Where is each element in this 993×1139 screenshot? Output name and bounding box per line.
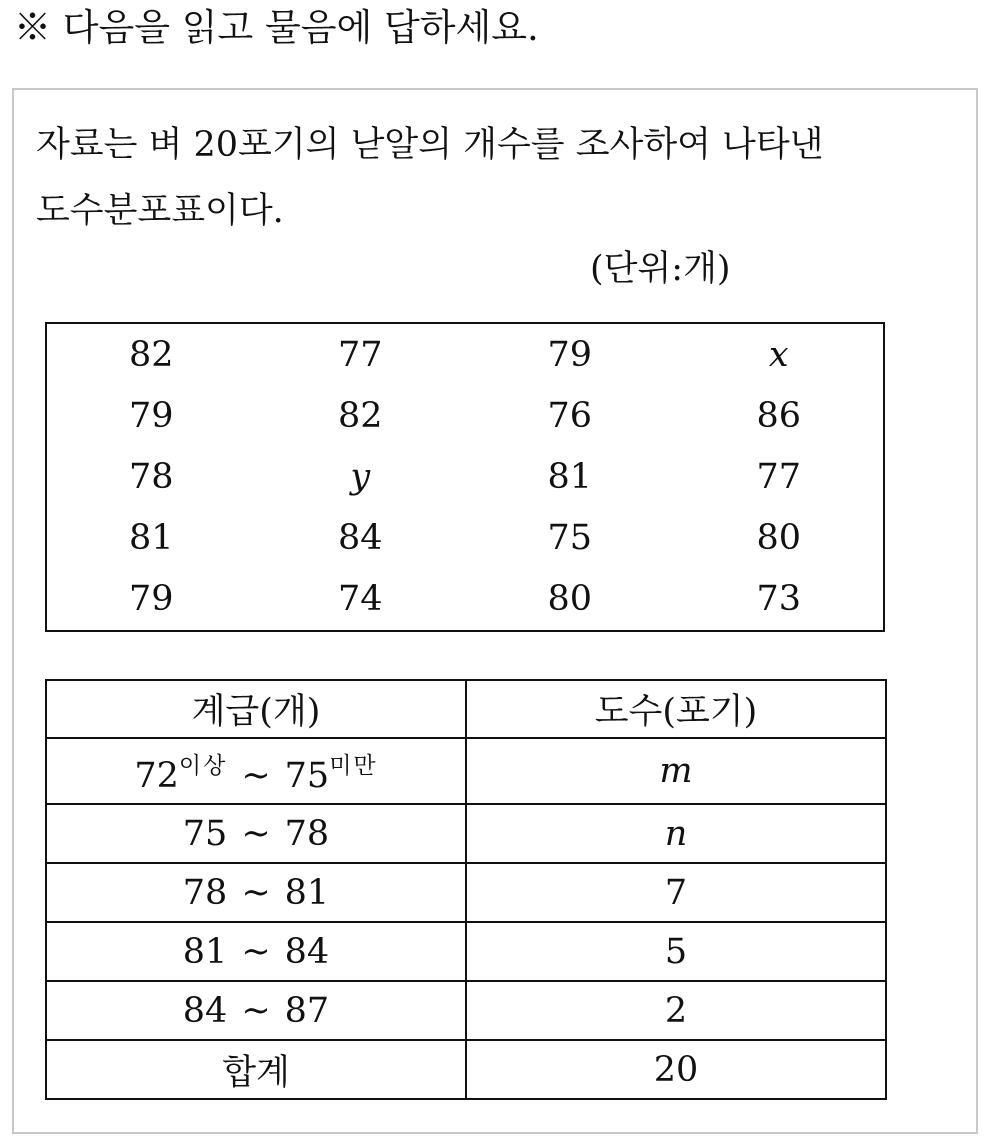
data-cell: 76 bbox=[547, 395, 593, 436]
data-cell-variable-x: x bbox=[768, 334, 789, 375]
problem-intro bbox=[36, 112, 824, 244]
class-interval-cell bbox=[46, 804, 466, 863]
data-cell: 79 bbox=[547, 334, 593, 375]
data-cell: 81 bbox=[547, 456, 593, 497]
table-header-row bbox=[46, 680, 886, 738]
column-header-class: 계급(개) bbox=[46, 680, 466, 738]
table-row bbox=[46, 863, 886, 922]
data-cell: 80 bbox=[547, 579, 593, 620]
class-interval-cell bbox=[46, 922, 466, 981]
data-cell: 77 bbox=[756, 456, 802, 497]
range-separator: ~ bbox=[241, 872, 271, 913]
class-upper: 78 bbox=[284, 813, 330, 854]
table-row bbox=[46, 446, 884, 507]
column-header-frequency: 도수(포기) bbox=[466, 680, 886, 738]
upper-bound-tag: 미만 bbox=[329, 752, 378, 779]
frequency-cell: 5 bbox=[466, 922, 886, 981]
table-row bbox=[46, 922, 886, 981]
table-row bbox=[46, 981, 886, 1040]
class-lower: 75 bbox=[182, 813, 228, 854]
class-upper: 81 bbox=[284, 872, 330, 913]
data-cell-variable-y: y bbox=[350, 456, 371, 497]
data-cell: 80 bbox=[756, 518, 802, 559]
data-cell: 73 bbox=[756, 579, 802, 620]
data-cell: 84 bbox=[337, 518, 383, 559]
class-upper: 84 bbox=[284, 931, 330, 972]
table-total-row bbox=[46, 1040, 886, 1099]
class-lower: 72 bbox=[134, 755, 179, 796]
frequency-cell-variable-m: m bbox=[466, 738, 886, 804]
table-row bbox=[46, 804, 886, 863]
instruction-text: ※ 다음을 읽고 물음에 답하세요. bbox=[14, 6, 539, 49]
data-cell: 82 bbox=[337, 395, 383, 436]
table-row bbox=[46, 385, 884, 446]
range-separator: ~ bbox=[241, 755, 271, 796]
data-cell: 79 bbox=[128, 579, 174, 620]
table-row bbox=[46, 508, 884, 569]
table-row bbox=[46, 738, 886, 804]
data-cell: 81 bbox=[128, 518, 174, 559]
unit-label: (단위:개) bbox=[590, 249, 731, 289]
data-cell: 75 bbox=[547, 518, 593, 559]
data-cell: 78 bbox=[128, 456, 174, 497]
frequency-cell: 7 bbox=[466, 863, 886, 922]
class-interval-cell bbox=[46, 981, 466, 1040]
class-upper: 75 bbox=[284, 755, 330, 796]
intro-line-2: 도수분포표이다. bbox=[36, 191, 284, 231]
class-lower: 84 bbox=[182, 990, 228, 1031]
class-interval-cell bbox=[46, 863, 466, 922]
class-lower: 81 bbox=[182, 931, 228, 972]
range-separator: ~ bbox=[241, 931, 271, 972]
intro-line-1: 자료는 벼 20포기의 낟알의 개수를 조사하여 나타낸 bbox=[36, 125, 824, 165]
class-upper: 87 bbox=[284, 990, 330, 1031]
frequency-cell: 2 bbox=[466, 981, 886, 1040]
range-separator: ~ bbox=[241, 990, 271, 1031]
frequency-cell-variable-n: n bbox=[466, 804, 886, 863]
data-cell: 82 bbox=[128, 334, 174, 375]
total-label: 합계 bbox=[46, 1040, 466, 1099]
class-lower: 78 bbox=[182, 872, 228, 913]
lower-bound-tag: 이상 bbox=[178, 752, 228, 779]
data-cell: 79 bbox=[128, 395, 174, 436]
data-cell: 86 bbox=[756, 395, 802, 436]
table-row bbox=[46, 323, 884, 385]
raw-data-table bbox=[45, 322, 885, 632]
frequency-distribution-table bbox=[45, 679, 887, 1100]
total-value: 20 bbox=[466, 1040, 886, 1099]
table-row bbox=[46, 569, 884, 631]
data-cell: 74 bbox=[337, 579, 383, 620]
range-separator: ~ bbox=[241, 813, 271, 854]
data-cell: 77 bbox=[337, 334, 383, 375]
class-interval-cell bbox=[46, 738, 466, 804]
